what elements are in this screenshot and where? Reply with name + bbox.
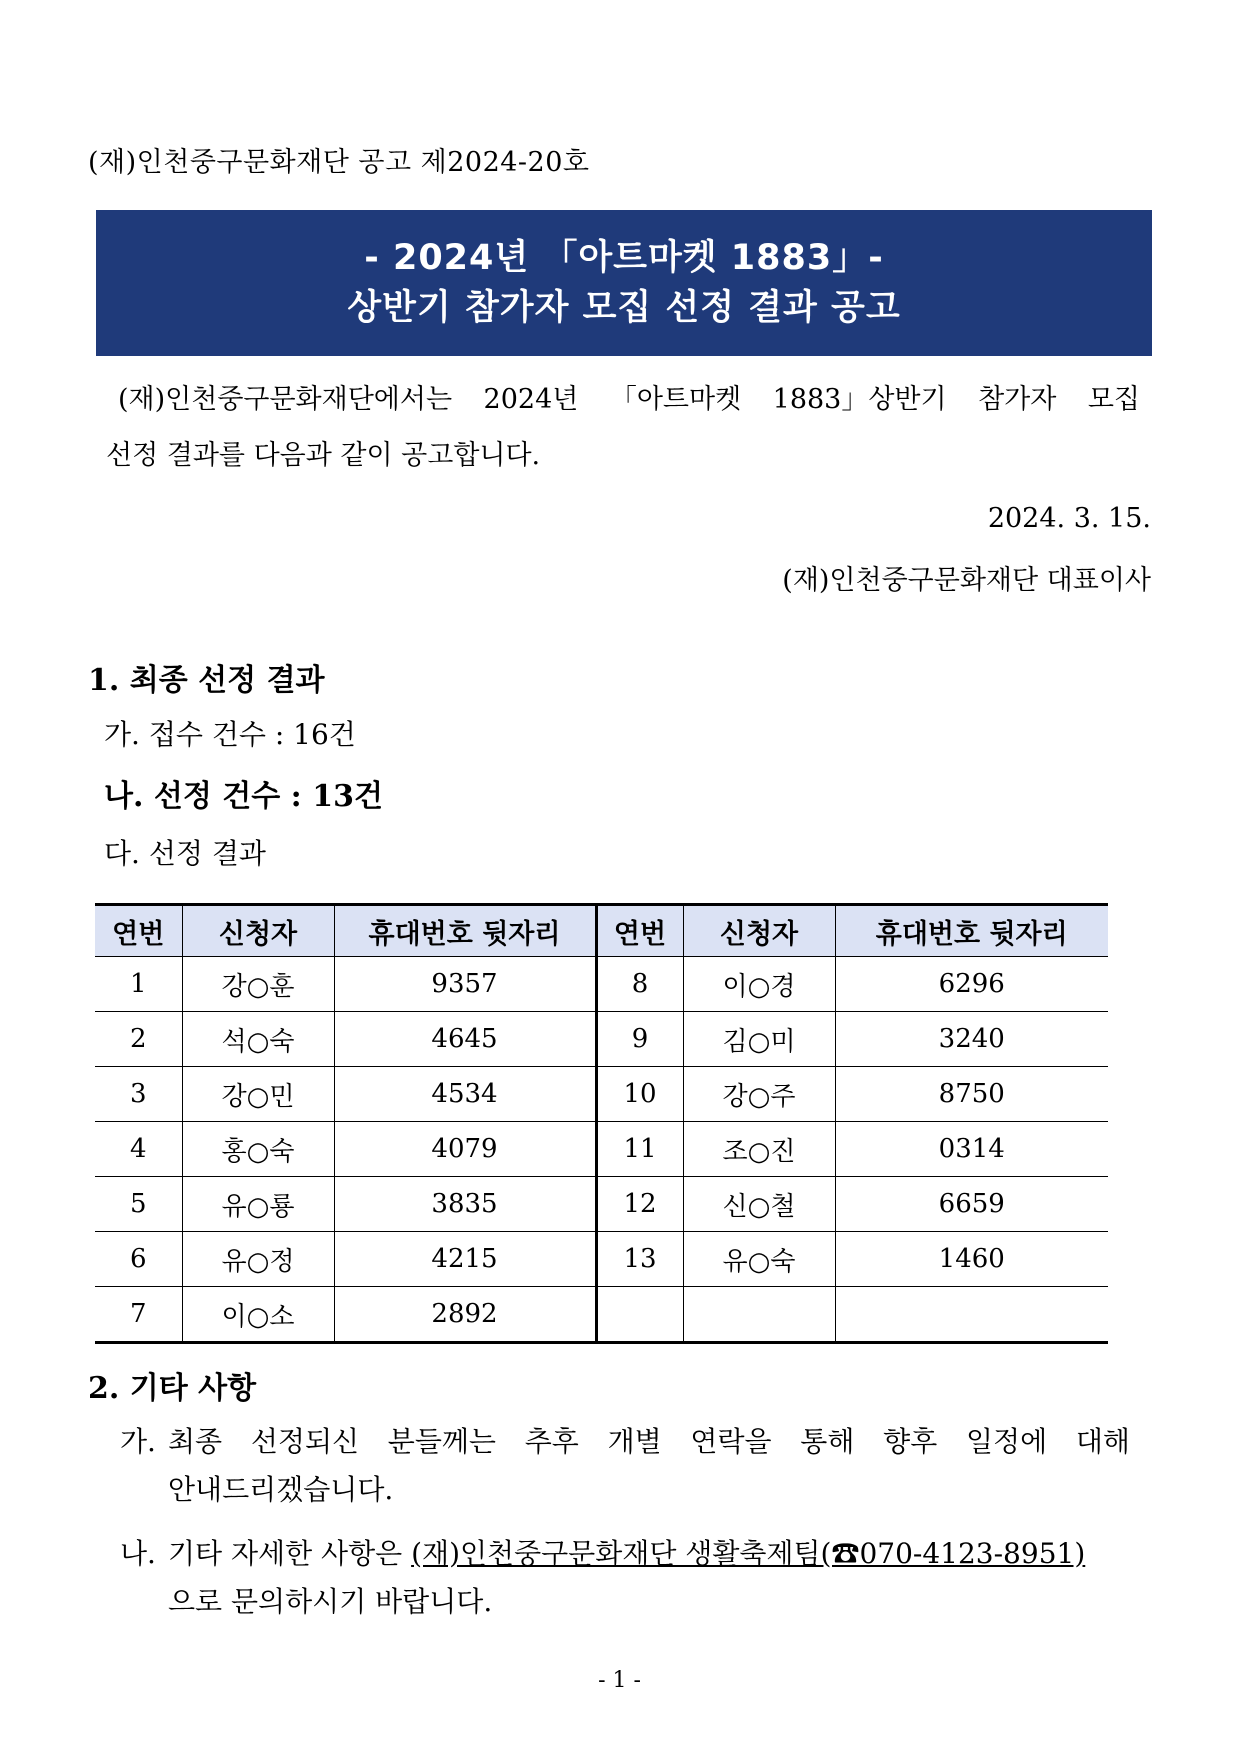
table-cell: 석○숙 (182, 1012, 334, 1067)
table-cell (596, 1287, 683, 1343)
column-header: 연번 (596, 905, 683, 957)
title-line-2: 상반기 참가자 모집 선정 결과 공고 (347, 288, 901, 328)
intro-line-1 (106, 372, 1140, 428)
section-2-heading: 2. 기타 사항 (88, 1371, 257, 1406)
notice-item-b (120, 1530, 1130, 1626)
table-cell: 11 (596, 1122, 683, 1177)
selection-result-label: 다. 선정 결과 (104, 837, 266, 870)
item-a-word: 추후 (524, 1425, 579, 1458)
contact-info: (재)인천중구문화재단 생활축제팀(☎070-4123-8951) (411, 1537, 1086, 1570)
table-cell: 유○룡 (182, 1177, 334, 1232)
table-cell: 강○민 (182, 1067, 334, 1122)
item-a-word: 선정되신 (250, 1425, 360, 1458)
table-cell: 조○진 (683, 1122, 835, 1177)
item-a-word: 연락을 (690, 1425, 772, 1458)
title-banner (96, 210, 1152, 356)
title-line-1: - 2024년 「아트마켓 1883」- (364, 238, 884, 278)
table-cell: 13 (596, 1232, 683, 1287)
table-cell: 4645 (334, 1012, 596, 1067)
table-cell: 9 (596, 1012, 683, 1067)
table-cell: 1 (95, 957, 182, 1012)
notice-item-a (120, 1418, 1130, 1514)
table-cell: 8750 (835, 1067, 1108, 1122)
table-cell: 5 (95, 1177, 182, 1232)
table-row (95, 957, 1108, 1012)
table-cell: 6296 (835, 957, 1108, 1012)
notice-date: 2024. 3. 15. (987, 503, 1151, 534)
column-header: 신청자 (182, 905, 334, 957)
selection-result-table (95, 903, 1108, 1344)
notice-number: (재)인천중구문화재단 공고 제2024-20호 (88, 147, 590, 178)
signer: (재)인천중구문화재단 대표이사 (782, 565, 1151, 596)
table-cell: 4 (95, 1122, 182, 1177)
item-a-word: 통해 (800, 1425, 855, 1458)
item-b-line-2: 으로 문의하시기 바랍니다. (168, 1585, 493, 1618)
intro-word: 1883」상반기 (772, 384, 947, 415)
table-cell: 김○미 (683, 1012, 835, 1067)
table-row (95, 1122, 1108, 1177)
intro-word: (재)인천중구문화재단에서는 (118, 384, 453, 415)
table-cell (835, 1287, 1108, 1343)
table-cell: 4079 (334, 1122, 596, 1177)
table-cell: 10 (596, 1067, 683, 1122)
table-cell: 6 (95, 1232, 182, 1287)
page-number: - 1 - (598, 1668, 641, 1693)
item-a-word: 개별 (607, 1425, 662, 1458)
item-a-word: 분들께는 (387, 1425, 496, 1458)
table-cell: 강○주 (683, 1067, 835, 1122)
table-cell: 9357 (334, 957, 596, 1012)
table-cell: 7 (95, 1287, 182, 1343)
item-a-word: 일정에 (965, 1425, 1048, 1458)
table-cell: 유○숙 (683, 1232, 835, 1287)
table-row (95, 1232, 1108, 1287)
table-cell: 이○경 (683, 957, 835, 1012)
table-row (95, 1287, 1108, 1343)
table-cell: 2892 (334, 1287, 596, 1343)
table-cell: 2 (95, 1012, 182, 1067)
table-header-row (95, 905, 1108, 957)
intro-paragraph (106, 372, 1140, 484)
intro-word: 「아트마켓 (609, 384, 742, 415)
table-cell: 3835 (334, 1177, 596, 1232)
intro-word: 2024년 (483, 384, 579, 415)
table-cell: 3240 (835, 1012, 1108, 1067)
item-a-word: 대해 (1075, 1425, 1130, 1458)
table-cell: 12 (596, 1177, 683, 1232)
item-a-word: 향후 (883, 1425, 938, 1458)
item-a-line-1 (168, 1418, 1130, 1466)
table-cell: 4534 (334, 1067, 596, 1122)
table-cell: 유○정 (182, 1232, 334, 1287)
item-marker: 나. (120, 1537, 156, 1570)
table-cell: 1460 (835, 1232, 1108, 1287)
item-b-prefix: 기타 자세한 사항은 (168, 1537, 412, 1570)
table-row (95, 1012, 1108, 1067)
column-header: 신청자 (683, 905, 835, 957)
table-cell: 신○철 (683, 1177, 835, 1232)
column-header: 휴대번호 뒷자리 (334, 905, 596, 957)
table-cell: 8 (596, 957, 683, 1012)
table-row (95, 1177, 1108, 1232)
table-cell: 3 (95, 1067, 182, 1122)
column-header: 휴대번호 뒷자리 (835, 905, 1108, 957)
selected-count: 나. 선정 건수 : 13건 (104, 779, 383, 814)
table-cell (683, 1287, 835, 1343)
table-cell: 홍○숙 (182, 1122, 334, 1177)
item-marker: 가. (120, 1425, 156, 1458)
intro-word: 모집 (1087, 384, 1140, 415)
intro-word: 참가자 (978, 384, 1057, 415)
column-header: 연번 (95, 905, 182, 957)
intro-line-2: 선정 결과를 다음과 같이 공고합니다. (106, 440, 541, 471)
table-cell: 이○소 (182, 1287, 334, 1343)
table-cell: 4215 (334, 1232, 596, 1287)
item-a-word: 최종 (168, 1425, 223, 1458)
section-1-heading: 1. 최종 선정 결과 (88, 663, 325, 698)
received-count: 가. 접수 건수 : 16건 (104, 718, 356, 751)
item-a-line-2: 안내드리겠습니다. (168, 1473, 394, 1506)
item-b-line-1 (168, 1530, 1130, 1578)
table-cell: 0314 (835, 1122, 1108, 1177)
table-cell: 강○훈 (182, 957, 334, 1012)
table-cell: 6659 (835, 1177, 1108, 1232)
table-row (95, 1067, 1108, 1122)
